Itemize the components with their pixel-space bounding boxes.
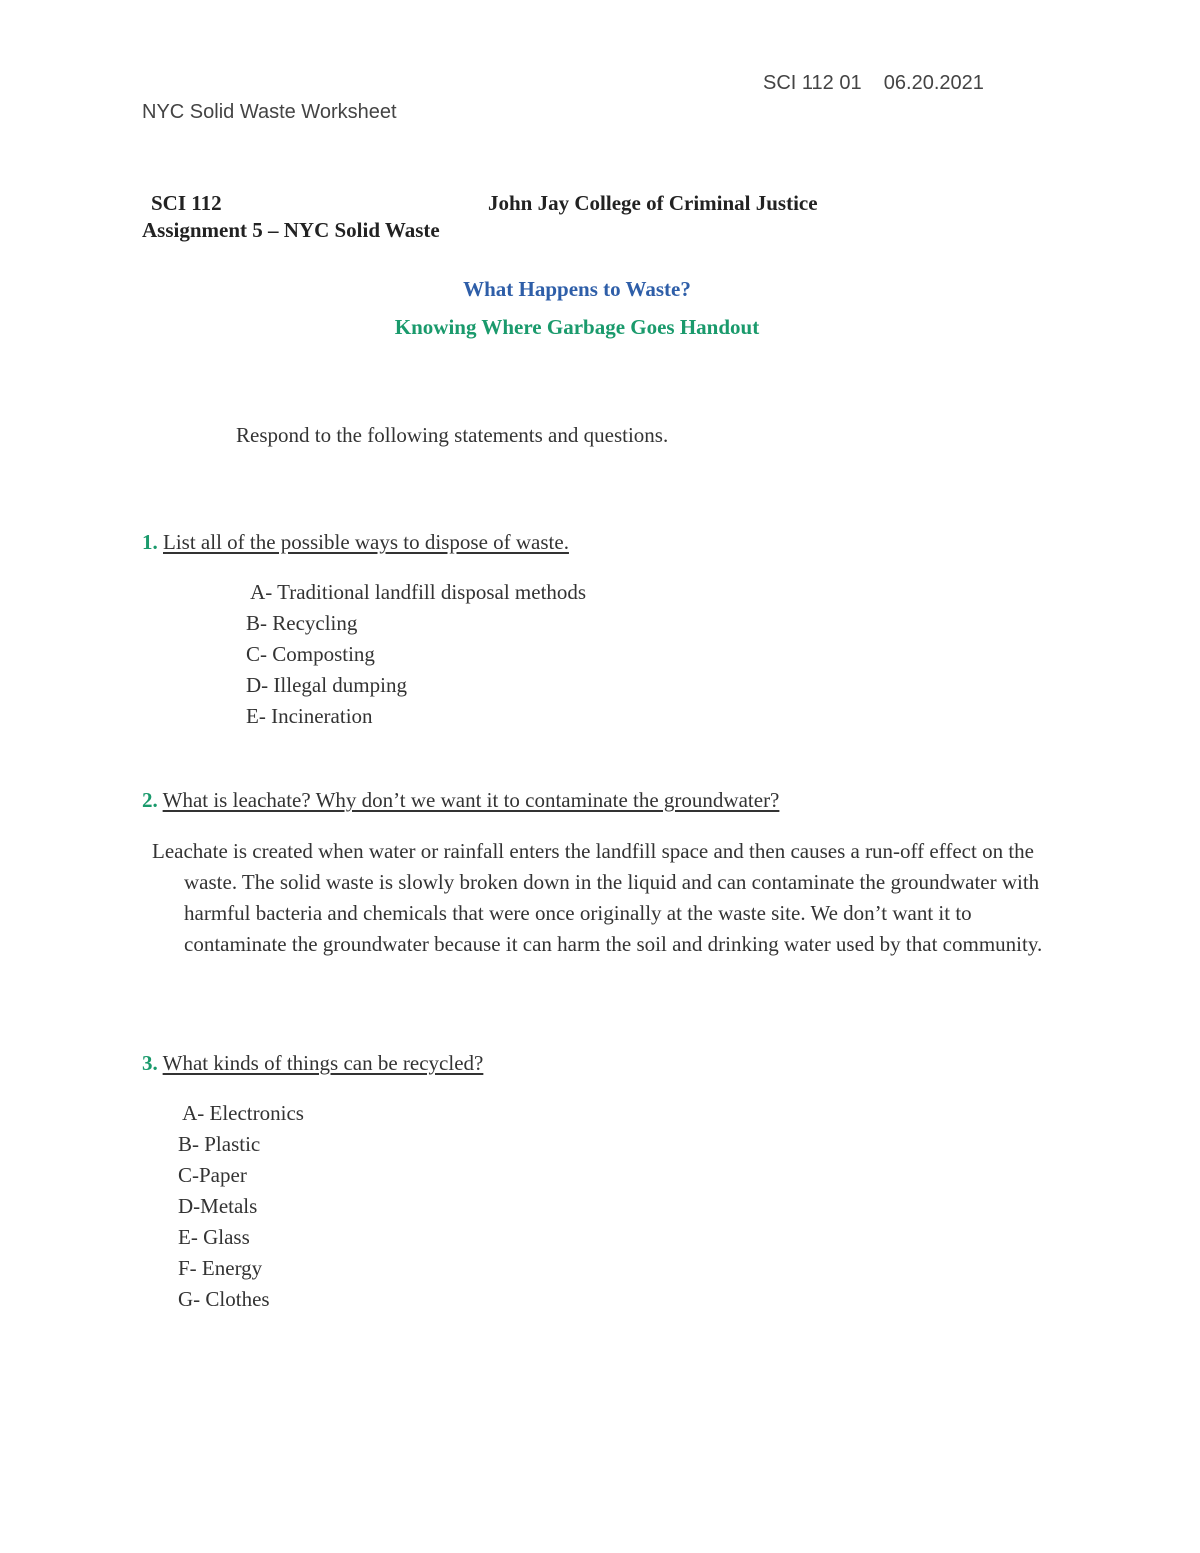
assignment-title: Assignment 5 – NYC Solid Waste <box>142 218 440 242</box>
list-item: B- Plastic <box>178 1132 261 1156</box>
question-number: 2. <box>142 788 158 812</box>
question-number: 3. <box>142 1051 158 1075</box>
list-item: A- Traditional landfill disposal methods <box>246 580 587 604</box>
page-subtitle: Knowing Where Garbage Goes Handout <box>394 315 760 339</box>
answer-list-3 <box>178 1098 304 1315</box>
question-text: List all of the possible ways to dispose of waste. <box>163 530 569 554</box>
list-item: E- Incineration <box>246 704 373 728</box>
document-header-title: NYC Solid Waste Worksheet <box>142 101 397 123</box>
question-text: What is leachate? Why don’t we want it to contaminate the groundwater? <box>162 788 780 812</box>
list-item: B- Recycling <box>246 611 358 635</box>
course-code: SCI 112 <box>151 191 222 215</box>
question-number: 1. <box>142 530 158 554</box>
question-1 <box>142 530 569 555</box>
list-item: A- Electronics <box>178 1101 304 1125</box>
list-item: D- Illegal dumping <box>246 673 407 697</box>
question-text: What kinds of things can be recycled? <box>162 1051 484 1075</box>
college-name: John Jay College of Criminal Justice <box>488 191 818 215</box>
list-item: C- Composting <box>246 642 375 666</box>
instructions: Respond to the following statements and questions. <box>236 423 669 447</box>
list-item: G- Clothes <box>178 1287 270 1311</box>
list-item: E- Glass <box>178 1225 250 1249</box>
question-2 <box>142 788 779 813</box>
list-item: C-Paper <box>178 1163 247 1187</box>
answer-paragraph-2: Leachate is created when water or rainfall enters the landfill space and then causes a run-off effect on the waste. The solid waste is slowly broken down in the liquid and can contaminate the groundwater with harmful bacteria and chemicals that were once originally at the waste site. We don’t want it to contaminate the groundwater because it can harm the soil and drinking water used by that community. <box>152 839 1043 956</box>
course-date-header: SCI 112 01 06.20.2021 <box>763 72 984 94</box>
question-3 <box>142 1051 483 1076</box>
answer-list-1 <box>246 577 586 732</box>
list-item: F- Energy <box>178 1256 263 1280</box>
list-item: D-Metals <box>178 1194 258 1218</box>
page-title: What Happens to Waste? <box>463 277 691 301</box>
